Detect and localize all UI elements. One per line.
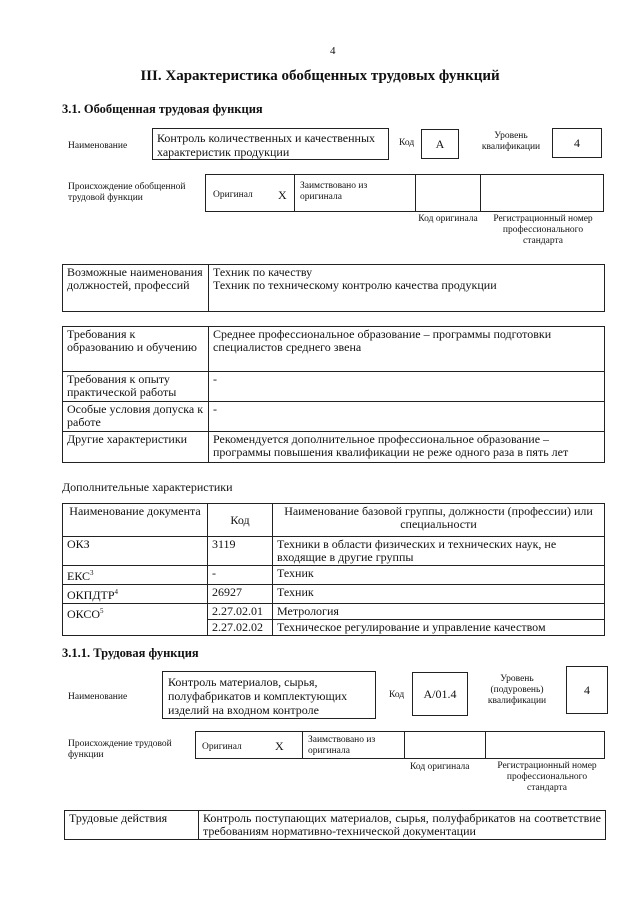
tf-level-label: Уровень (подуровень) квалификации	[487, 674, 547, 706]
tf-origin-box	[195, 731, 605, 759]
additional-heading: Дополнительные характеристики	[62, 480, 233, 494]
actions-value: Контроль поступающих материалов, сырья, полуфабрикатов на соответствие требованиям нормативно-технической документации	[199, 811, 606, 840]
positions-table	[62, 264, 605, 312]
col-header-doc: Наименование документа	[63, 504, 208, 537]
tf-name-label: Наименование	[68, 692, 128, 702]
doc-name: ЕКС	[67, 569, 91, 583]
req-label: Другие характеристики	[63, 432, 209, 463]
name-cell: Метрология	[273, 604, 605, 620]
code-cell: 2.27.02.02	[208, 620, 273, 636]
tf-borrowed-label: Заимствовано из оригинала	[308, 735, 376, 756]
footnote-mark: 3	[90, 569, 94, 577]
additional-table	[62, 503, 605, 636]
doc-cell	[63, 585, 208, 604]
code-cell: 3119	[208, 537, 273, 566]
gtf-heading: 3.1. Обобщенная трудовая функция	[62, 102, 263, 116]
tf-level-value: 4	[566, 666, 608, 714]
gtf-code-label: Код	[399, 138, 415, 148]
doc-cell	[63, 566, 208, 585]
actions-table	[64, 810, 606, 840]
req-value: Рекомендуется дополнительное профессиональное образование – программы повышения квалификации не реже одного раза в пять лет	[209, 432, 605, 463]
doc-name: ОКСО	[67, 607, 101, 621]
req-value: -	[209, 402, 605, 432]
req-value: -	[209, 372, 605, 402]
footnote-mark: 4	[114, 588, 119, 596]
gtf-name-label: Наименование	[68, 141, 128, 151]
gtf-name-value: Контроль количественных и качественных характеристик продукции	[152, 128, 389, 160]
section-title: III. Характеристика обобщенных трудовых функций	[140, 68, 500, 84]
positions-label: Возможные наименования должностей, профессий	[63, 265, 209, 312]
tf-code-label: Код	[389, 690, 405, 700]
gtf-code-value: А	[421, 129, 459, 159]
req-value: Среднее профессиональное образование – программы подготовки специалистов среднего звена	[209, 327, 605, 372]
code-cell: -	[208, 566, 273, 585]
table-row	[63, 604, 605, 620]
tf-heading: 3.1.1. Трудовая функция	[62, 646, 199, 660]
code-cell: 26927	[208, 585, 273, 604]
name-cell: Техническое регулирование и управление качеством	[273, 620, 605, 636]
tf-reg-number-label: Регистрационный номер профессионального стандарта	[497, 761, 597, 793]
gtf-level-value: 4	[552, 128, 602, 158]
gtf-origin-label: Происхождение обобщенной трудовой функции	[68, 182, 186, 203]
name-cell: Техник	[273, 585, 605, 604]
name-cell: Техники в области физических и технических наук, не входящие в другие группы	[273, 537, 605, 566]
page-number: 4	[330, 45, 336, 57]
gtf-reg-number-label: Регистрационный номер профессионального стандарта	[493, 214, 593, 246]
doc-name: ОКПДТР	[67, 588, 115, 602]
gtf-level-label: Уровень квалификации	[481, 131, 541, 152]
req-label: Требования к образованию и обучению	[63, 327, 209, 372]
actions-label: Трудовые действия	[65, 811, 199, 840]
requirements-table	[62, 326, 605, 463]
name-cell: Техник	[273, 566, 605, 585]
tf-code-value: А/01.4	[412, 672, 468, 716]
code-cell: 2.27.02.01	[208, 604, 273, 620]
gtf-code-original-label: Код оригинала	[418, 214, 478, 224]
gtf-origin-box	[205, 174, 604, 212]
table-row	[63, 566, 605, 585]
position-item: Техник по качеству	[213, 265, 313, 279]
col-header-code: Код	[208, 504, 273, 537]
tf-original-label: Оригинал	[202, 742, 242, 752]
position-item: Техник по техническому контролю качества продукции	[213, 278, 497, 292]
req-label: Требования к опыту практической работы	[63, 372, 209, 402]
tf-code-original-label: Код оригинала	[410, 762, 470, 772]
gtf-borrowed-label: Заимствовано из оригинала	[300, 181, 368, 202]
table-row	[63, 537, 605, 566]
req-label: Особые условия допуска к работе	[63, 402, 209, 432]
doc-cell	[63, 604, 208, 636]
footnote-mark: 5	[100, 607, 104, 615]
tf-name-value: Контроль материалов, сырья, полуфабрикатов и комплектующих изделий на входном контроле	[162, 671, 376, 719]
positions-values	[209, 265, 605, 312]
gtf-original-label: Оригинал	[213, 190, 253, 200]
tf-origin-label: Происхождение трудовой функции	[68, 739, 172, 760]
doc-cell	[63, 537, 208, 566]
tf-original-mark: X	[275, 739, 284, 753]
doc-name: ОКЗ	[67, 537, 90, 551]
col-header-name: Наименование базовой группы, должности (профессии) или специальности	[273, 504, 605, 537]
gtf-original-mark: X	[278, 188, 287, 202]
table-row	[63, 585, 605, 604]
